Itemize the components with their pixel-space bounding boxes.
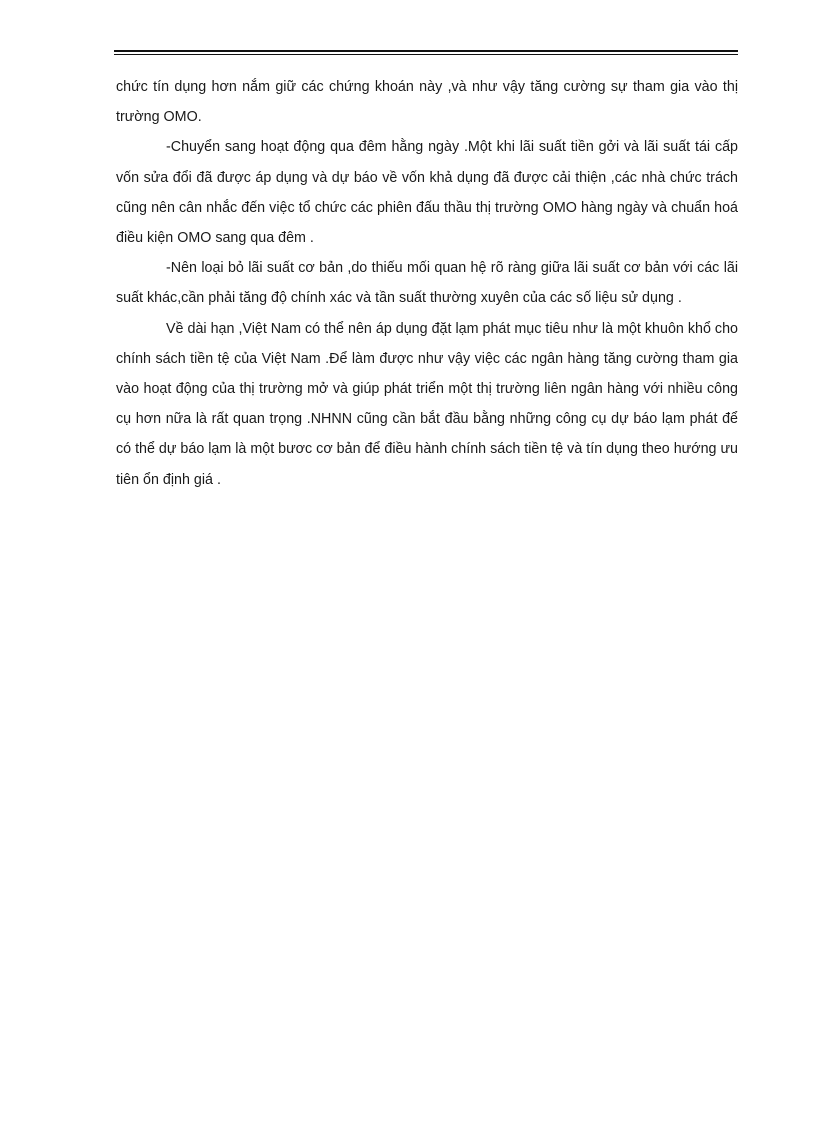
header-double-rule (114, 50, 738, 55)
paragraph-overnight-operations: -Chuyển sang hoạt động qua đêm hằng ngày .Một khi lãi suất tiền gởi và lãi suất tái cấp vốn sửa đổi đã được áp dụng và dự báo về vốn khả dụng đã được cải thiện ,các nhà chức trách cũng nên cân nhắc đến việc tổ chức các phiên đấu thầu thị trường OMO hàng ngày và chuẩn hoá điều kiện OMO sang qua đêm . (116, 139, 738, 247)
document-body (116, 72, 738, 495)
paragraph-continuation: chức tín dụng hơn nắm giữ các chứng khoán này ,và như vậy tăng cường sự tham gia vào thị trường OMO. (116, 79, 738, 126)
paragraph-base-rate: -Nên loại bỏ lãi suất cơ bản ,do thiếu mối quan hệ rõ ràng giữa lãi suất cơ bản với các lãi suất khác,cần phải tăng độ chính xác và tần suất thường xuyên của các số liệu sử dụng . (116, 260, 738, 307)
paragraph-long-term: Về dài hạn ,Việt Nam có thể nên áp dụng đặt lạm phát mục tiêu như là một khuôn khổ cho chính sách tiền tệ của Việt Nam .Để làm được như vậy việc các ngân hàng tăng cường tham gia vào hoạt động của thị trường mở và giúp phát triển một thị trường liên ngân hàng với nhiều công cụ hơn nữa là rất quan trọng .NHNN cũng cần bắt đầu bằng những công cụ dự báo lạm phát để có thể dự báo lạm là một bươc cơ bản để điều hành chính sách tiền tệ và tín dụng theo hướng ưu tiên ổn định giá . (116, 320, 738, 488)
